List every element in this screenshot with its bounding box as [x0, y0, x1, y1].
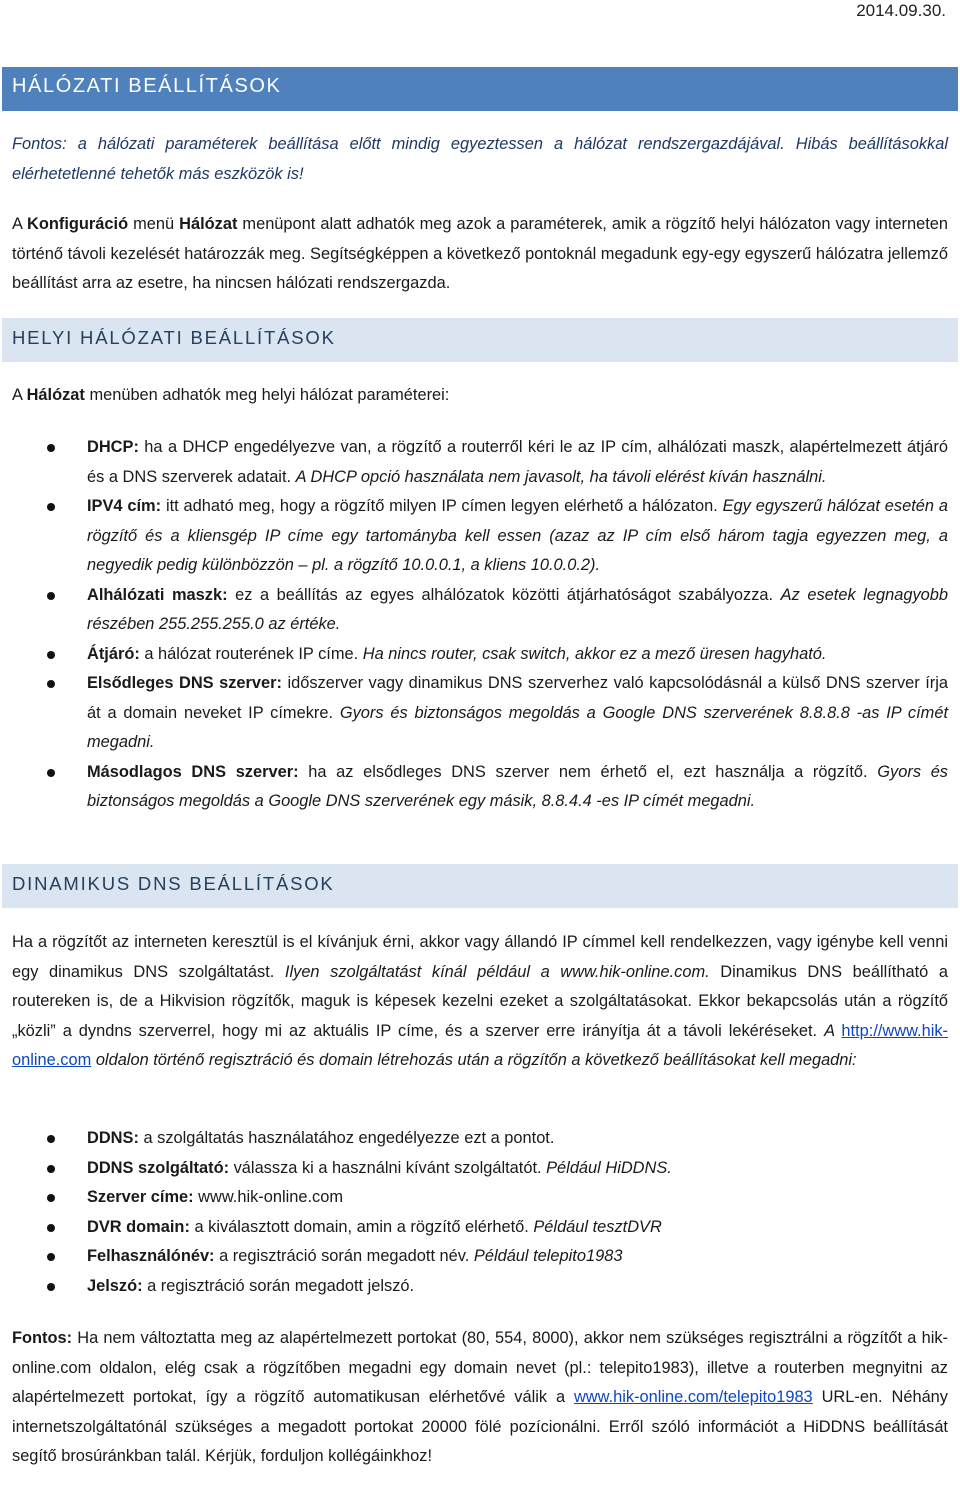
intro-text-2: menü [128, 215, 180, 233]
bullet-icon [47, 1165, 55, 1173]
item-note: Egy egyszerű hálózat esetén a rögzítő és a kliensgép IP címe egy tartományba kell essen (azaz az IP cím első három tagja egyezzen meg, a negyedik pedig különbözzön – pl. a rögzítő 10.0.0.1, a kliens 10.0.0.2). [87, 497, 948, 574]
list-item [12, 492, 948, 581]
ddns-text-1: Ha a rögzítőt az interneten keresztül is el kívánjuk érni, akkor vagy állandó IP címmel kell rendelkezzen, vagy igénybe kell venni egy dinamikus DNS szolgáltatást. [12, 933, 948, 981]
list-item [12, 1183, 948, 1213]
list-item [12, 640, 948, 670]
bullet-icon [47, 769, 55, 777]
item-label: DVR domain: [87, 1217, 190, 1236]
item-label: Elsődleges DNS szerver: [87, 674, 282, 692]
item-note: Például HiDDNS. [546, 1158, 672, 1177]
ddns-note-2a: A [824, 1021, 842, 1040]
item-text: a hálózat routerének IP címe. [139, 644, 363, 663]
document-date: 2014.09.30. [856, 1, 946, 20]
footer-text-1: Ha nem változtatta meg az alapértelmezett portokat (80, 554, 8000), akkor nem szükséges regisztrálni a rögzítőt a hik-online.com oldalon, elég csak a rögzítőben megadni egy domain nevet (pl.: telepito1983), illetve a routerben megnyitni az alapértelmezett portokat, így a rögzítő automatikusan elérhetővé válik a [12, 1329, 948, 1406]
item-text: a szolgáltatás használatához engedélyezze ezt a pontot. [138, 1129, 555, 1147]
item-label: Jelszó: [87, 1276, 143, 1295]
list-item [12, 758, 948, 817]
footer-text-2: URL-en. Néhány internetszolgáltatónál szükséges a megadott portokat 20000 fölé pozícionálni. Erről szóló információt a HiDDNS beállítását segítő brosúránkban talál. Kérjük, forduljon kollégáinkhoz! [12, 1388, 948, 1465]
local-settings-list [12, 433, 948, 817]
item-text: a regisztráció során megadott név. [214, 1247, 474, 1265]
item-label: DHCP: [87, 438, 139, 456]
item-note: Ha nincs router, csak switch, akkor ez a mező üresen hagyható. [362, 644, 827, 663]
item-label: DDNS szolgáltató: [87, 1158, 230, 1177]
item-label: DDNS: [87, 1129, 139, 1147]
bullet-icon [47, 1194, 55, 1202]
item-label: Alhálózati maszk: [87, 585, 228, 604]
bullet-icon [47, 651, 55, 659]
local-lead [12, 381, 948, 411]
intro-text-1: A [12, 215, 28, 233]
telepito-link[interactable]: www.hik-online.com/telepito1983 [573, 1388, 813, 1406]
item-label: Felhasználónév: [87, 1247, 215, 1265]
bullet-icon [47, 680, 55, 688]
ddns-note-2b: oldalon történő regisztráció és domain létrehozás után a rögzítőn a következő beállításokat kell megadni: [91, 1051, 857, 1069]
section-heading-ddns: DINAMIKUS DNS BEÁLLÍTÁSOK [2, 864, 958, 908]
list-item [12, 581, 948, 640]
bullet-icon [47, 1135, 55, 1143]
item-note: Gyors és biztonságos megoldás a Google DNS szerverének egy másik, 8.8.4.4 -es IP címét megadni. [87, 762, 949, 810]
list-item [12, 1124, 948, 1154]
local-lead-bold: Hálózat [26, 386, 85, 404]
bullet-icon [47, 444, 55, 452]
list-item [12, 669, 948, 758]
warning-note: Fontos: a hálózati paraméterek beállítása előtt mindig egyeztessen a hálózat rendszergazdájával. Hibás beállításokkal elérhetetlenné tehetők más eszközök is! [12, 135, 948, 183]
ddns-note-1: Ilyen szolgáltatást kínál például a www.hik-online.com. [284, 962, 710, 981]
intro-paragraph [12, 210, 948, 299]
list-item [12, 1242, 948, 1272]
bullet-icon [47, 1253, 55, 1261]
bullet-icon [47, 1283, 55, 1291]
item-text: www.hik-online.com [193, 1188, 343, 1206]
item-text: itt adható meg, hogy a rögzítő milyen IP címen legyen elérhető a hálózaton. [161, 497, 723, 515]
local-lead-text-2: menüben adhatók meg helyi hálózat paraméterei: [84, 386, 450, 404]
intro-text-3: menüpont alatt adhatók meg azok a paraméterek, amik a rögzítő helyi hálózaton vagy interneten történő távoli kezelését határozzák meg. Segítségképpen a következő pontoknál megadunk egy-egy egyszerű hálózatra jellemző beállítást arra az esetre, ha nincsen hálózati rendszergazda. [12, 215, 948, 292]
footer-note [12, 1324, 948, 1472]
bullet-icon [47, 592, 55, 600]
bullet-icon [47, 1224, 55, 1232]
item-text: a regisztráció során megadott jelszó. [142, 1276, 415, 1295]
item-note: Például tesztDVR [533, 1217, 662, 1236]
item-note: Gyors és biztonságos megoldás a Google DNS szerverének 8.8.8.8 -as IP címét megadni. [87, 703, 949, 751]
page-title: HÁLÓZATI BEÁLLÍTÁSOK [2, 67, 958, 111]
hik-online-link[interactable]: http://www.hik-online.com [12, 1021, 948, 1069]
list-item [12, 433, 948, 492]
item-text: ha az elsődleges DNS szerver nem érhető el, ezt használja a rögzítő. [298, 762, 878, 781]
list-item [12, 1272, 948, 1302]
item-label: IPV4 cím: [87, 497, 162, 515]
item-label: Másodlagos DNS szerver: [87, 762, 299, 781]
ddns-text-2: Dinamikus DNS beállítható a routereken is, de a Hikvision rögzítők, maguk is képesek kezelni ezeket a szolgáltatásokat. Ekkor bekapcsolás után a rögzítő „közli” a dyndns szerverrel, hogy mi az aktuális IP címe, és a szerver erre irányítja át a távoli lekéréseket. [12, 962, 948, 1040]
item-text: válassza ki a használni kívánt szolgáltatót. [229, 1158, 547, 1177]
footer-label: Fontos: [12, 1329, 73, 1347]
item-text: időszerver vagy dinamikus DNS szerverhez való kapcsolódásnál a külső DNS szerver írja át a domain neveket IP címekre. [87, 674, 948, 722]
item-note: Az esetek legnagyobb részében 255.255.255.0 az értéke. [87, 585, 948, 633]
item-note: A DHCP opció használata nem javasolt, ha távoli elérést kíván használni. [295, 467, 827, 486]
local-lead-text-1: A [12, 386, 27, 404]
item-label: Átjáró: [87, 644, 140, 663]
item-note: Például telepito1983 [473, 1247, 623, 1265]
section-heading-local: HELYI HÁLÓZATI BEÁLLÍTÁSOK [2, 318, 958, 362]
bullet-icon [47, 503, 55, 511]
item-text: ez a beállítás az egyes alhálózatok közötti átjárhatóságot szabályozza. [227, 585, 781, 604]
item-text: a kiválasztott domain, amin a rögzítő elérhető. [189, 1217, 534, 1236]
list-item [12, 1154, 948, 1184]
item-text: ha a DHCP engedélyezve van, a rögzítő a routerről kéri le az IP cím, alhálózati maszk, alapértelmezett átjáró és a DNS szerverek adatait. [87, 438, 948, 486]
intro-bold-2: Hálózat [179, 215, 238, 233]
ddns-settings-list [12, 1124, 948, 1301]
ddns-paragraph [12, 928, 948, 1076]
list-item [12, 1213, 948, 1243]
item-label: Szerver címe: [87, 1188, 194, 1206]
intro-bold-1: Konfiguráció [27, 215, 129, 233]
